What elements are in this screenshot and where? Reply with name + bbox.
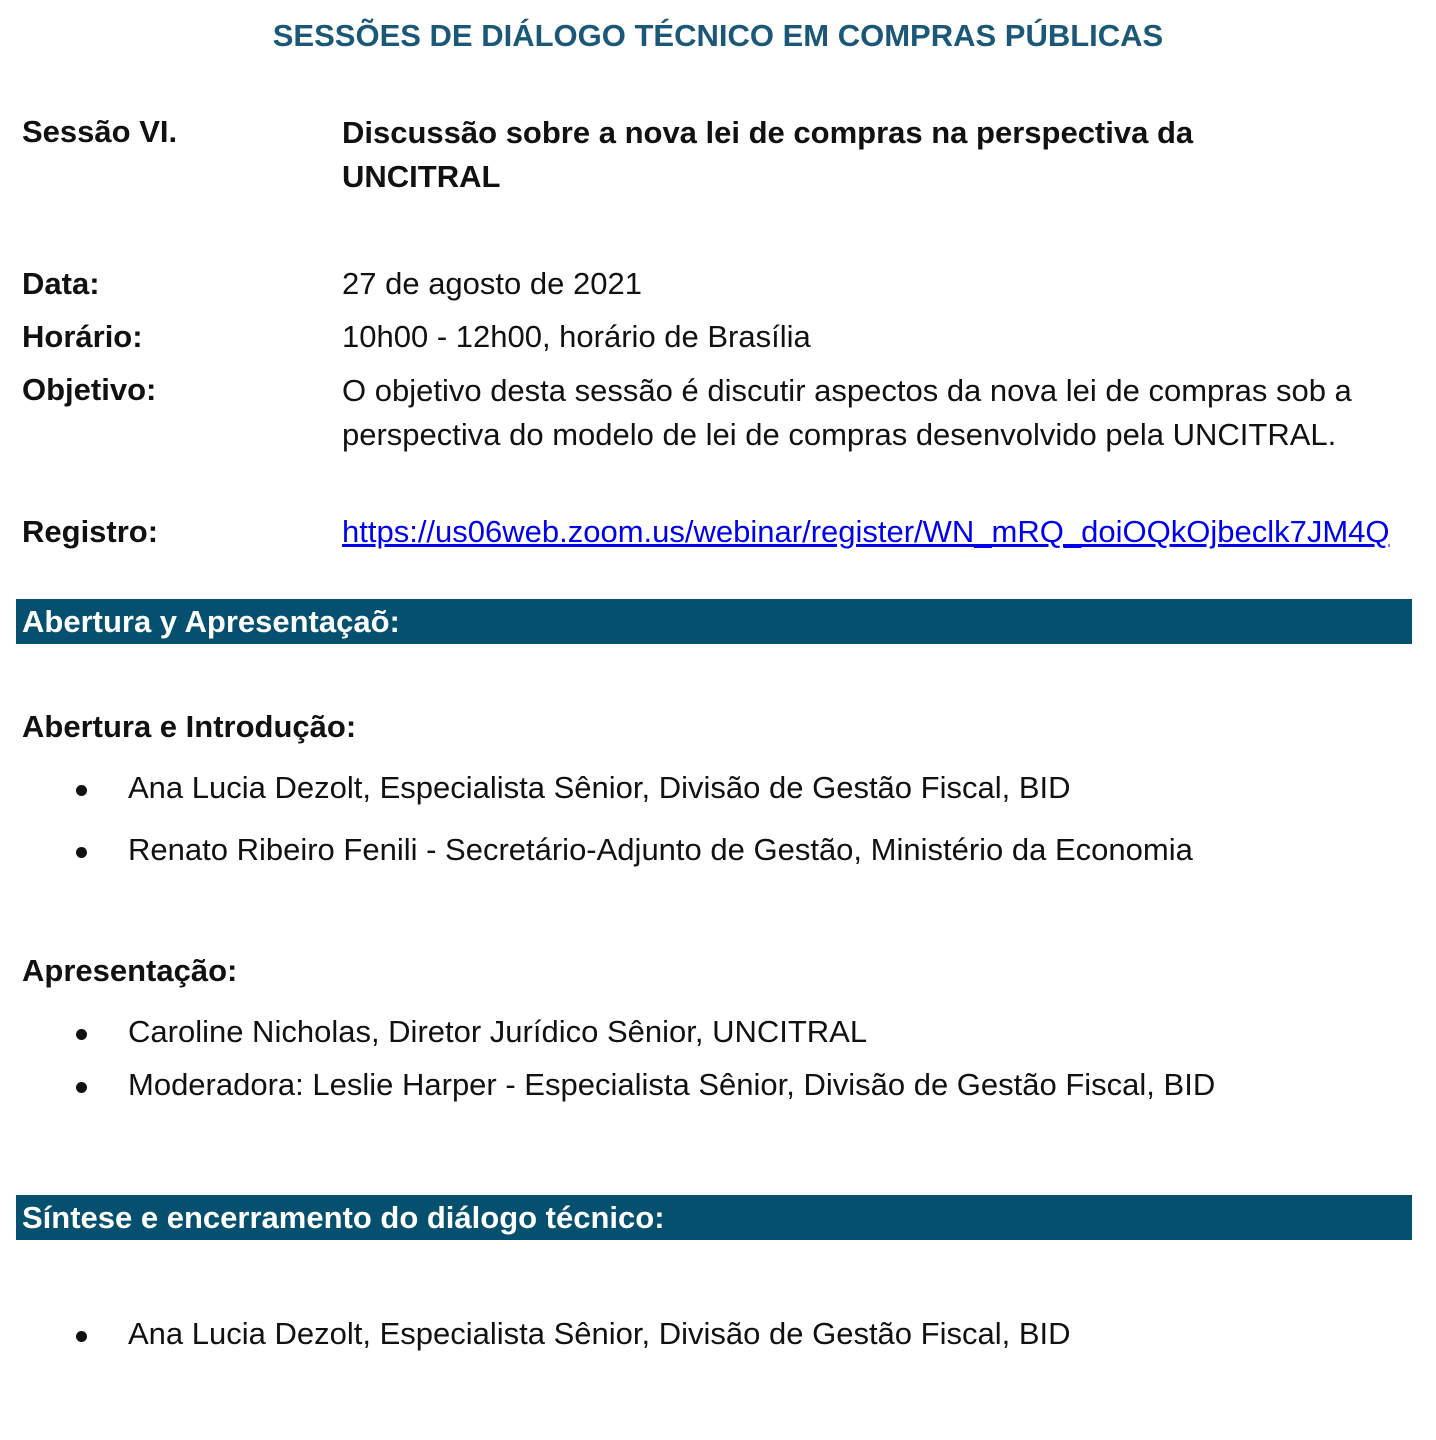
bullet-icon xyxy=(76,1082,87,1093)
list-item: Ana Lucia Dezolt, Especialista Sênior, Divisão de Gestão Fiscal, BID xyxy=(128,770,1071,805)
list-item: Caroline Nicholas, Diretor Jurídico Sênior, UNCITRAL xyxy=(128,1014,868,1049)
registration-link[interactable]: https://us06web.zoom.us/webinar/register/WN_mRQ_doiOQkOjbeclk7JM4Q xyxy=(342,514,1390,549)
list-item: Ana Lucia Dezolt, Especialista Sênior, Divisão de Gestão Fiscal, BID xyxy=(128,1316,1071,1351)
session-label: Sessão VI. xyxy=(22,114,178,149)
list-item: Moderadora: Leslie Harper - Especialista Sênior, Divisão de Gestão Fiscal, BID xyxy=(128,1067,1216,1102)
date-value: 27 de agosto de 2021 xyxy=(342,266,642,301)
registration-label: Registro: xyxy=(22,514,159,549)
date-label: Data: xyxy=(22,266,100,301)
document-title: SESSÕES DE DIÁLOGO TÉCNICO EM COMPRAS PÚBLICAS xyxy=(272,18,1164,53)
session-title: Discussão sobre a nova lei de compras na perspectiva da UNCITRAL xyxy=(342,115,1194,194)
time-value: 10h00 - 12h00, horário de Brasília xyxy=(342,319,811,354)
objective-label: Objetivo: xyxy=(22,372,157,407)
presentation-heading: Apresentação: xyxy=(22,953,238,988)
objective-value: O objetivo desta sessão é discutir aspectos da nova lei de compras sob a perspectiva do modelo de lei de compras desenvolvido pela UNCITRAL. xyxy=(342,373,1352,452)
bullet-icon xyxy=(76,1331,87,1342)
bullet-icon xyxy=(76,1029,87,1040)
section-banner-closing: Síntese e encerramento do diálogo técnico: xyxy=(16,1195,1412,1240)
bullet-icon xyxy=(76,847,87,858)
time-label: Horário: xyxy=(22,319,143,354)
bullet-icon xyxy=(76,785,87,796)
opening-heading: Abertura e Introdução: xyxy=(22,709,357,744)
list-item: Renato Ribeiro Fenili - Secretário-Adjunto de Gestão, Ministério da Economia xyxy=(128,832,1193,867)
section-banner-opening: Abertura y Apresentaçaõ: xyxy=(16,599,1412,644)
